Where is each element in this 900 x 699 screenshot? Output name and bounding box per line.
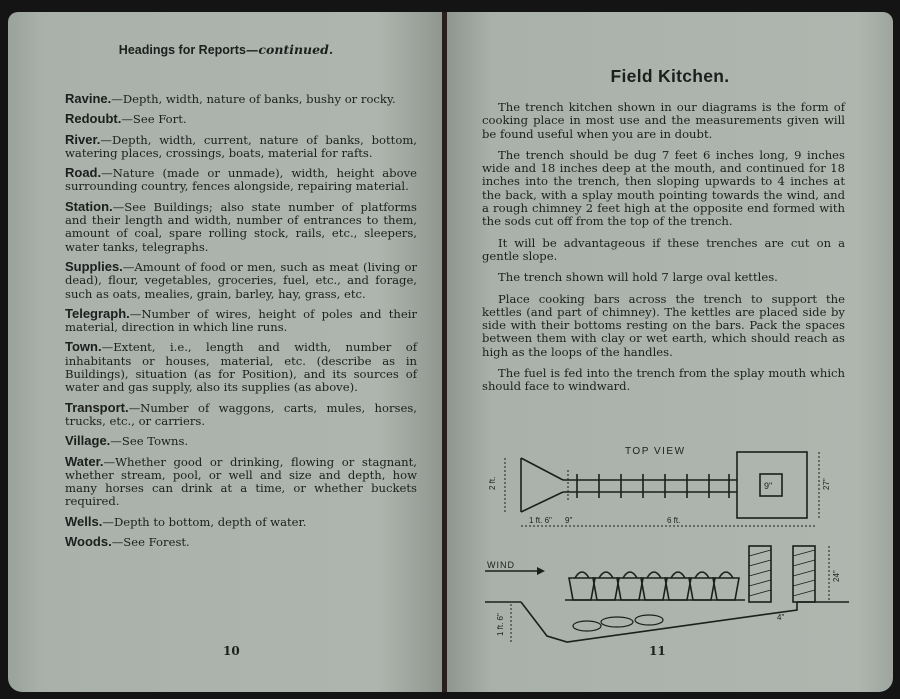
entry-text: —See Forest. bbox=[111, 535, 190, 550]
entry-heading: Redoubt. bbox=[65, 111, 122, 127]
mouth-length-label: 1 ft. 6" bbox=[529, 516, 552, 525]
kettle bbox=[641, 578, 667, 600]
splay-mouth-edge bbox=[521, 458, 563, 480]
entry-text: —Nature (made or unmade), width, height above surrounding country, fences alongside, repairing material. bbox=[65, 166, 417, 194]
kettle bbox=[593, 578, 619, 600]
side-view-section bbox=[485, 546, 849, 642]
entry-heading: River. bbox=[65, 131, 101, 147]
kettle-handle bbox=[623, 572, 637, 578]
entry-text: —Number of wires, height of poles and their material, direction in which line runs. bbox=[65, 306, 417, 335]
hatch-line bbox=[749, 560, 771, 566]
paragraph: The fuel is fed into the trench from the splay mouth which should face to windward. bbox=[482, 366, 845, 394]
entry-text: —Depth, width, current, nature of banks, bottom, watering places, crossings, boats, material for rafts. bbox=[65, 132, 417, 160]
hatch-line bbox=[793, 590, 815, 596]
chimney-height-label: 24" bbox=[832, 570, 841, 582]
kettle-handle bbox=[695, 572, 709, 578]
back-depth-label: 4" bbox=[777, 613, 785, 622]
entry-heading: Village. bbox=[65, 433, 111, 449]
kettle bbox=[569, 578, 595, 600]
kettle bbox=[617, 578, 643, 600]
entry-heading: Ravine. bbox=[65, 91, 112, 106]
entry-heading: Transport. bbox=[65, 399, 129, 415]
hatch-line bbox=[793, 560, 815, 566]
hatch-line bbox=[793, 580, 815, 586]
entry-heading: Telegraph. bbox=[65, 305, 130, 321]
paragraph: Place cooking bars across the trench to support the kettles (and part of chimney). The kettles are placed side by side with their bottoms resting on the bars. Pack the spaces between them with clay or wet earth, which should reach as high as the loops of the handles. bbox=[482, 291, 845, 359]
mouth-width-label: 2 ft. bbox=[488, 476, 497, 490]
entry-text: —Depth to bottom, depth of water. bbox=[102, 514, 307, 529]
entry-road bbox=[65, 166, 417, 194]
entry-heading: Woods. bbox=[65, 534, 112, 550]
entry-text: —Whether good or drinking, flowing or stagnant, whether stream, pool, or well and size and depth, how many horses can drink at a time, or whether buckets required. bbox=[65, 454, 417, 509]
splay-mouth-edge bbox=[521, 492, 563, 512]
entry-text: —Extent, i.e., length and width, number of inhabitants or houses, material, etc. (describe as in Buildings), situation (as for Position), and its sources of water and gas supply, also its supplies (as above). bbox=[65, 340, 417, 395]
right-page bbox=[447, 12, 893, 692]
fuel-log bbox=[601, 617, 633, 627]
paragraph: It will be advantageous if these trenches are cut on a gentle slope. bbox=[482, 235, 845, 263]
running-head-text: Headings for Reports bbox=[118, 43, 246, 57]
field-kitchen-text bbox=[482, 101, 845, 402]
entry-wells bbox=[65, 515, 417, 529]
entry-village bbox=[65, 434, 417, 448]
hatch-line bbox=[749, 590, 771, 596]
trench-kitchen-diagram bbox=[477, 430, 857, 660]
entry-river bbox=[65, 133, 417, 161]
entry-text: —Amount of food or men, such as meat (living or dead), flour, vegetables, groceries, fuel, etc., and forage, such as oats, mealies, grain, barley, hay, grass, etc. bbox=[65, 259, 417, 301]
top-view-label: TOP VIEW bbox=[625, 446, 686, 457]
running-head bbox=[8, 42, 444, 57]
trench-diagram-svg bbox=[477, 430, 857, 660]
entry-water bbox=[65, 455, 417, 509]
entry-station bbox=[65, 200, 417, 254]
trench-length-label: 6 ft. bbox=[667, 516, 681, 525]
entry-heading: Water. bbox=[65, 453, 104, 469]
entry-text: —See Towns. bbox=[110, 434, 189, 449]
inner-width-label: 9" bbox=[565, 516, 573, 525]
kettle-handle bbox=[575, 572, 589, 578]
page-title: Field Kitchen. bbox=[610, 66, 730, 86]
kettle-handle bbox=[671, 572, 685, 578]
entry-heading: Road. bbox=[65, 165, 102, 181]
kettle bbox=[665, 578, 691, 600]
kettle bbox=[713, 578, 739, 600]
entry-woods bbox=[65, 535, 417, 549]
report-headings-list bbox=[65, 92, 417, 555]
entry-text: —Depth, width, nature of banks, bushy or rocky. bbox=[111, 92, 396, 106]
kettle-handle bbox=[647, 572, 661, 578]
fuel-logs bbox=[573, 615, 663, 631]
paragraph: The trench should be dug 7 feet 6 inches long, 9 inches wide and 18 inches deep at the mouth, and continued for 18 inches into the trench, then sloping upwards to 4 inches at the back, with a splay mouth pointing towards the wind, and a rough chimney 2 feet high at the opposite end formed with the sods cut off from the top of the trench. bbox=[482, 147, 845, 229]
chimney-sods bbox=[749, 546, 771, 602]
entry-heading: Station. bbox=[65, 198, 113, 214]
hatch-line bbox=[749, 570, 771, 576]
wind-arrow-head bbox=[537, 567, 545, 575]
entry-heading: Wells. bbox=[65, 513, 103, 529]
depth-label: 1 ft. 6" bbox=[496, 613, 505, 636]
fuel-log bbox=[573, 621, 601, 631]
entry-town bbox=[65, 340, 417, 394]
entry-transport bbox=[65, 401, 417, 429]
hatch-line bbox=[749, 550, 771, 556]
chimney-sods bbox=[793, 546, 815, 602]
kettle-handle bbox=[719, 572, 733, 578]
wind-label: WIND bbox=[487, 560, 515, 570]
entry-text: —See Buildings; also state number of platforms and their length and width, number of entrances to them, amount of coal, spare rolling stock, rails, etc., sleepers, water tanks, telegraphs. bbox=[65, 199, 417, 254]
chimney-side-label: 27" bbox=[822, 478, 831, 490]
hatch-line bbox=[793, 570, 815, 576]
kettle bbox=[689, 578, 715, 600]
entry-ravine bbox=[65, 92, 417, 106]
entry-text: —Number of waggons, carts, mules, horses, trucks, etc., or carriers. bbox=[65, 400, 417, 428]
hatch-line bbox=[793, 550, 815, 556]
flue-size-label: 9" bbox=[764, 481, 773, 491]
page-number: 11 bbox=[649, 644, 666, 658]
entry-telegraph bbox=[65, 307, 417, 335]
kettle-handle bbox=[599, 572, 613, 578]
running-head-continued: —continued. bbox=[245, 42, 334, 57]
fuel-log bbox=[635, 615, 663, 625]
entry-supplies bbox=[65, 260, 417, 301]
trench-profile bbox=[521, 602, 797, 642]
entry-text: —See Fort. bbox=[121, 112, 187, 127]
paragraph: The trench kitchen shown in our diagrams is the form of cooking place in most use and the measurements given will be found useful when you are in doubt. bbox=[482, 100, 845, 141]
page-number: 10 bbox=[223, 644, 240, 658]
hatch-line bbox=[749, 580, 771, 586]
paragraph: The trench shown will hold 7 large oval kettles. bbox=[498, 270, 778, 285]
left-page bbox=[8, 12, 444, 692]
entry-heading: Town. bbox=[65, 339, 102, 355]
chimney-hatching bbox=[749, 550, 815, 596]
entry-redoubt bbox=[65, 112, 417, 126]
entry-heading: Supplies. bbox=[65, 258, 123, 274]
